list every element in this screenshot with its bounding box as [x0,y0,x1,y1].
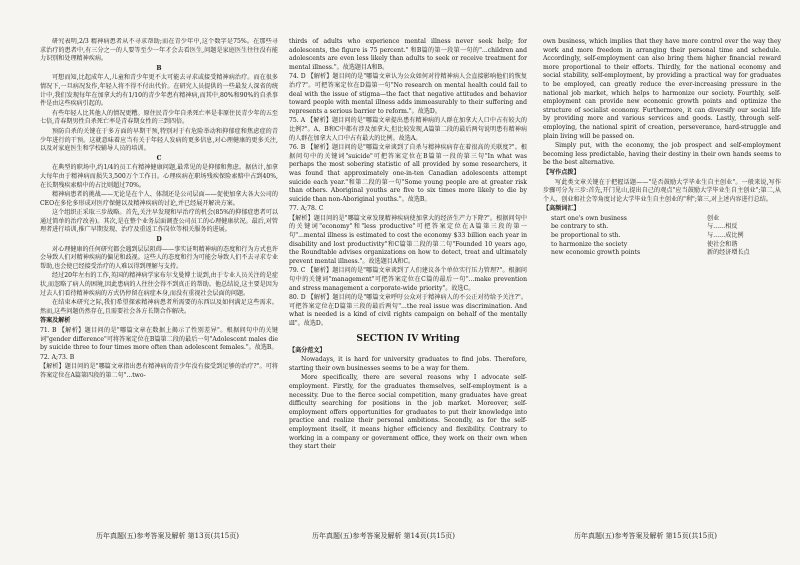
paragraph: 这个组织正采取三步战略。首先,关注早发现和早治疗的机会(85%的抑郁症患者可以通过简单的治疗改善)。其次,是在整个业务层面调查公司员工的心理健康状况。最后,对管理者进行培训,推广早期发现、治疗及重返工作岗位等相关服务的进展。 [40,209,278,234]
writing-tips-text: 写此类文章关键在于把握话题——"是否鼓励大学毕业生自主创业"。一般来说,写作步骤可分为三步:首先,开门见山,提出自己的观点"应当鼓励大学毕业生自主创业";第二,从个人、创业和社会等角度讨论大学毕业生自主创业的"利";第三,对上述内容进行总结。 [543,178,781,203]
answer-77-explanation: 【解析】题目问的是"哪篇文章发现精神疾病使加拿大的经济生产力下降?"。根据问句中的关键词"economy"和"less productive"可把答案定位在A篇第三段的第一句"...mental illness is estimated to cost the economy $33 billion each year in disability and lost productivity"和C篇第二段的第二句"Founded 10 years ago, the Roundtable advises organizations on how to detect, treat and ultimately prevent mental illness."。故选题目A和C。 [289,214,527,265]
answer-71: 71. B 【解析】题目问的是"哪篇文章在数据上揭示了性别差异"。根据问句中的关键词"gender difference"可将答案定位在B篇第二段的最后一句"Adolescent males die by suicide three to four times more often than adolescent females."。故选B。 [40,327,278,352]
vocab-zh: 与……相反 [707,223,738,231]
answer-72-73: 72. A;73. B [40,353,75,361]
vocab-item [543,215,781,224]
answer-72-explanation: 【解析】题目问的是"哪篇文章指出患有精神病的青少年没有接受到足够的治疗?"。可将答案定位在A篇第四段的第二句"...two- [40,363,278,379]
essay-paragraph: More specifically, there are several reasons why I advocate self-employment. Firstly, for the graduates themselves, self-employment is a necessity. Due to the fierce social competition, many graduates have great difficulty searching for positions in the job market. Moreover, self-employment offers opportunities for graduates to put their knowledge into practice and realize their personal ambitions. Secondly, as for the self-employment itself, it means higher efficiency and flexibility. Contrary to working in a company or government office, they work on their own when they start their [289,374,527,451]
answer-75: 75. A 【解析】题目问的是"哪篇文章提出患有精神病的人群在加拿大人口中占有较大的比例?"。A、B和C中都有涉及加拿大,但比较发现,A篇第二段的最后两句说明患有精神病的人群在加拿大人口中占有最大的比例。故选A。 [289,117,527,142]
vocab-item [543,223,781,232]
vocab-en: be contrary to sth. [551,223,609,231]
answer-76: 76. B 【解析】题目问的是"哪篇文章谈到了自杀与精神疾病存在着很高的关联度?"。根据问句中的关键词"suicide"可把答案定位在B篇第一段的第三句"In what was perhaps the most sobering statistic of all provided by some researchers, it was found that approximately one-in-ten Canadian adolescents attempt suicide each year."和第二段的第一句"Some young people are at greater risk than others. Aboriginal youths are five to six times more likely to die by suicide than non-Aboriginal youths."。故选B。 [289,144,527,203]
vocab-en: new economic growth points [551,249,641,257]
section-letter-c: C [156,154,162,162]
page-footer: 历年真题(五)参考答案及解析 第15页(共15页) [574,532,717,540]
paragraph: 有些年轻人比其他人的情况更糟。原住民青少年自杀死亡率是非原住民青少年的五至七倍,青春期男性自杀死亡率是青春期女性的三到四倍。 [40,109,278,126]
vocab-item [543,241,781,250]
page-14-column [289,38,527,528]
writing-tips-label: 【写作点拨】 [543,168,580,176]
section-title: SECTION IV Writing [356,333,460,344]
essay-paragraph: Simply put, with the economy, the job prospect and self-employment becoming less predictable, having their destiny in their own hands seems to be the best alternative. [543,142,781,167]
answers-heading: 答案及解析 [40,317,71,325]
vocab-list [543,215,781,258]
vocab-zh: 与……成比例 [707,232,744,240]
answer-80: 80. D 【解析】题目问的是"哪篇文章呼吁公众对于精神病人的不公正对待给予关注?"。可把答案定位在D篇第三段的最后两句"...the real issue was discrimination. And what is needed is a kind of civil rights campaign on behalf of the mentally ill"。故选D。 [289,294,527,327]
paragraph: 经过20年左右的工作,英国的精神病学家布尔戈曼博士说到,由于专业人员关注的是症状,而忽略了病人的困境,因此患病的人往往会得不到真正的帮助。他总结说,这主要是因为过去人们看待精神疾病的方式仍停留在病症本身,而没有重视社会层面的问题。 [40,272,278,297]
paragraph: thirds of adults who experience mental illness never seek help; for adolescents, the figure is 75 percent." 和B篇的第一段第一句的"...children and adolescents are even less likely than adults to seek or receive treatment for mental illness."。故选题目A和B。 [289,38,527,71]
vocab-label: 【高频词汇】 [543,205,580,213]
paragraph: 可想而知,比起成年人,儿童和青少年更不太可能去寻求或接受精神病治疗。而在很多情况下,一旦病况发作,年轻人将不得不付出代价。在研究人员提供的一些最发人深省的统计中,我们发现每年在加拿大约有1/10的青少年患有精神病,而其中,80%和90%的自杀事件是由这些疾病引起的。 [40,74,278,108]
essay-paragraph: own business, which implies that they have more control over the way they work and more freedom in arranging their personal time and schedule. Accordingly, self-employment can also bring them higher financial reward more proportional to their efforts. Thirdly, for the national economy and social stability, self-employment, by providing a practical way for graduates to be employed, can greatly reduce the ever-increasing pressure in the national job market, which helps to harmonize our society. Fourthly, self-employment can provide new economic growth points and optimize the structure of socialist economy. Furthermore, it can diversify our social life by providing more and various services and goods. Lastly, through self-employing, the national spirit of creation, perseverance, hard-struggle and plain living will be passed on. [543,38,781,140]
page-footer: 历年真题(五)参考答案及解析 第13页(共15页) [96,532,239,540]
paragraph: 在结束本研究之际,我们希望探索精神病患者所需要的东西以及如何满足这些需求。然而,这些问题仍然存在,且需要社会各方长期合作解决。 [40,299,278,315]
paragraph: 精神病患者的挑战——无论是在个人、体制还是公司层面——促使加拿大各大公司的CEO在多伦多形成对医疗保健以及精神疾病的讨论,并已经展开解决方案。 [40,191,278,207]
paragraph: 在典型的职场中,约1/4的员工有精神健康问题,最常见的是抑郁和焦虑。据估计,加拿大每年由于精神病而损失3,500万个工作日。心理疾病在职场残疾保险索赔中占到40%,在长期残疾索赔中的占比则超过70%。 [40,164,278,189]
vocab-zh: 新的经济增长点 [707,249,750,257]
page-footer: 历年真题(五)参考答案及解析 第14页(共15页) [312,532,455,540]
section-letter-d: D [156,236,162,244]
vocab-zh: 使社会和谐 [707,240,738,248]
model-essay-label: 【高分范文】 [289,346,326,354]
paragraph: 对心理健康的任何研究都会遇到层层阻碍——事实证明精神病的态度和行为方式也许会导致人们对精神疾病的偏见和歧视。这些人的态度和行为可能会导致人们不去寻求专业帮助,也会使已经接受治疗的人难以得到理解与支持。 [40,245,278,270]
paragraph: 预防自杀的关键在于多方面的早期干预,特别对于有危险举动和抑郁症和焦虑症的青少年进行的干预。这就意味着应当有关于年轻人发病的更多信息,对心理健康的更多关注,以及对家庭医生和学校辅导人员的培训。 [40,127,278,153]
essay-paragraph: Nowadays, it is hard for university graduates to find jobs. Therefore, starting their own businesses seems to be a way for them. [289,356,527,372]
answer-74: 74. D 【解析】题目问的是"哪篇文章认为公众如何对待精神病人会直接影响他们的恢复治疗?"。可把答案定位在D篇第一句"No research on mental health could fail to deal with the issue of stigma—the fact that negative attitudes and behavior toward people with mental illness adds immeasurably to their suffering and represents a serious barrier to reform."。故选D。 [289,73,527,115]
answer-77-78: 77. A;78. C [289,205,324,213]
section-letter-b: B [156,64,162,72]
vocab-item [543,232,781,241]
page-15-column [543,38,781,528]
vocab-zh: 创业 [707,214,720,222]
paragraph: 研究表明,2/3 精神病患者从不寻求帮助;而在青少年中,这个数字是75%。在那些寻求治疗的患者中,有三分之一的人要等至少一年才会去看医生,问题是家庭医生往往没有能力识别和处理精神疾病。 [40,38,278,63]
answer-79: 79. C 【解析】题目问的是"哪篇文章谈到了人们建议各个单位实行压力管理?"。根据问句中的关键词"management"可把答案定位在C篇的最后一句"...make prevention and stress management a corporate-wide priority"。故选C。 [289,267,527,292]
vocab-item [543,249,781,258]
page-13-column [40,38,278,528]
vocab-en: to harmonize the society [551,240,628,248]
vocab-en: start one's own business [551,214,627,222]
vocab-en: be proportional to sth. [551,232,621,240]
